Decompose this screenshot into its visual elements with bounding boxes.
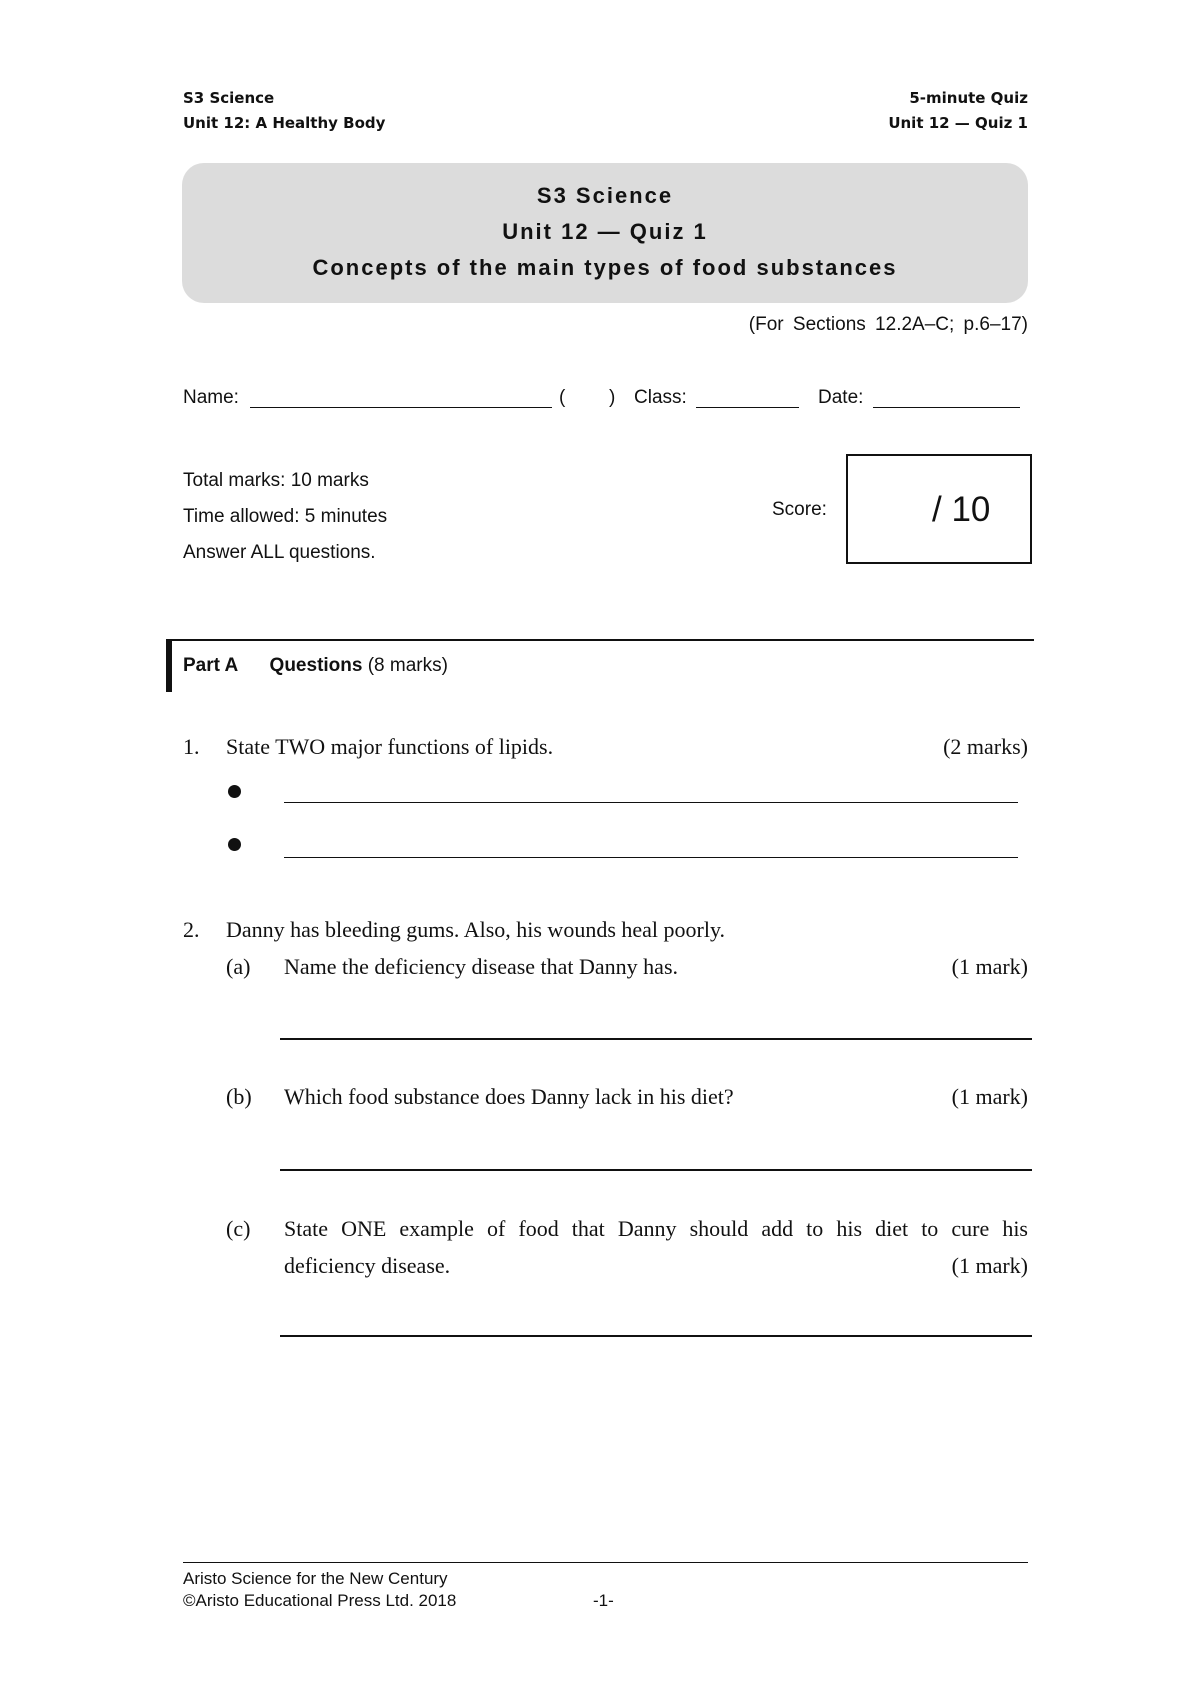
q1-text: State TWO major functions of lipids. (226, 734, 554, 759)
q2c-text: State ONE example of food that Danny should add to his diet to cure his (284, 1216, 1028, 1241)
footer (183, 1568, 456, 1612)
q1-marks: (2 marks) (943, 734, 1028, 759)
part-a-label: Part A (183, 655, 239, 676)
q2b-marks: (1 mark) (951, 1084, 1028, 1109)
part-a-marks: (8 marks) (367, 655, 448, 676)
score-label: Score: (772, 499, 827, 520)
total-marks: Total marks: 10 marks (183, 470, 369, 491)
class-number-open: ( (559, 387, 566, 408)
name-label: Name: (183, 387, 239, 408)
score-box[interactable] (846, 454, 1032, 564)
date-label: Date: (818, 387, 864, 408)
bullet-icon (228, 838, 241, 851)
q2a-answer-line[interactable] (280, 1038, 1032, 1040)
part-a-heading (183, 655, 448, 677)
class-field[interactable] (696, 407, 799, 408)
sections-reference: (For Sections 12.2A–C; p.6–17) (748, 314, 1028, 335)
q2b-label: (b) (226, 1084, 252, 1109)
q1-answer-2[interactable] (284, 857, 1018, 858)
q2a-text: Name the deficiency disease that Danny has. (284, 954, 679, 979)
part-a-rule (166, 639, 1034, 641)
q2-number: 2. (183, 917, 200, 942)
q2a-marks: (1 mark) (951, 954, 1028, 979)
q1-answer-1[interactable] (284, 802, 1018, 803)
date-field[interactable] (873, 407, 1020, 408)
q2c-text-cont: deficiency disease. (284, 1253, 451, 1278)
header-quiz-id: Unit 12 — Quiz 1 (888, 114, 1028, 132)
q2b-text: Which food substance does Danny lack in his diet? (284, 1084, 734, 1109)
q2-text: Danny has bleeding gums. Also, his wounds heal poorly. (226, 917, 726, 942)
bullet-icon (228, 785, 241, 798)
header-left (183, 86, 385, 136)
answer-all: Answer ALL questions. (183, 542, 376, 563)
title-subject: S3 Science (536, 183, 674, 208)
class-label: Class: (634, 387, 687, 408)
footer-rule (183, 1562, 1028, 1563)
q1-number: 1. (183, 734, 200, 759)
part-a-bar (166, 639, 172, 692)
header-unit: Unit 12: A Healthy Body (183, 114, 386, 132)
footer-publication: Aristo Science for the New Century (183, 1569, 448, 1588)
footer-copyright: ©Aristo Educational Press Ltd. 2018 (183, 1591, 457, 1610)
score-value: / 10 (932, 490, 991, 529)
header-quiz-type: 5-minute Quiz (909, 89, 1028, 107)
page-number: -1- (593, 1591, 614, 1610)
q2a-label: (a) (226, 954, 251, 979)
time-allowed: Time allowed: 5 minutes (183, 506, 388, 527)
title-quiz: Unit 12 — Quiz 1 (502, 219, 708, 244)
part-a-title: Questions (269, 655, 363, 676)
title-topic: Concepts of the main types of food substances (312, 255, 898, 280)
q2b-answer-line[interactable] (280, 1169, 1032, 1171)
instructions (183, 463, 387, 571)
title-box (182, 163, 1028, 303)
header-subject: S3 Science (183, 89, 275, 107)
class-number-close: ) (609, 387, 616, 408)
name-field[interactable] (250, 407, 552, 408)
header-right (888, 86, 1028, 136)
q2c-marks: (1 mark) (951, 1253, 1028, 1278)
q2c-label: (c) (226, 1216, 251, 1241)
q2c-answer-line[interactable] (280, 1335, 1032, 1337)
